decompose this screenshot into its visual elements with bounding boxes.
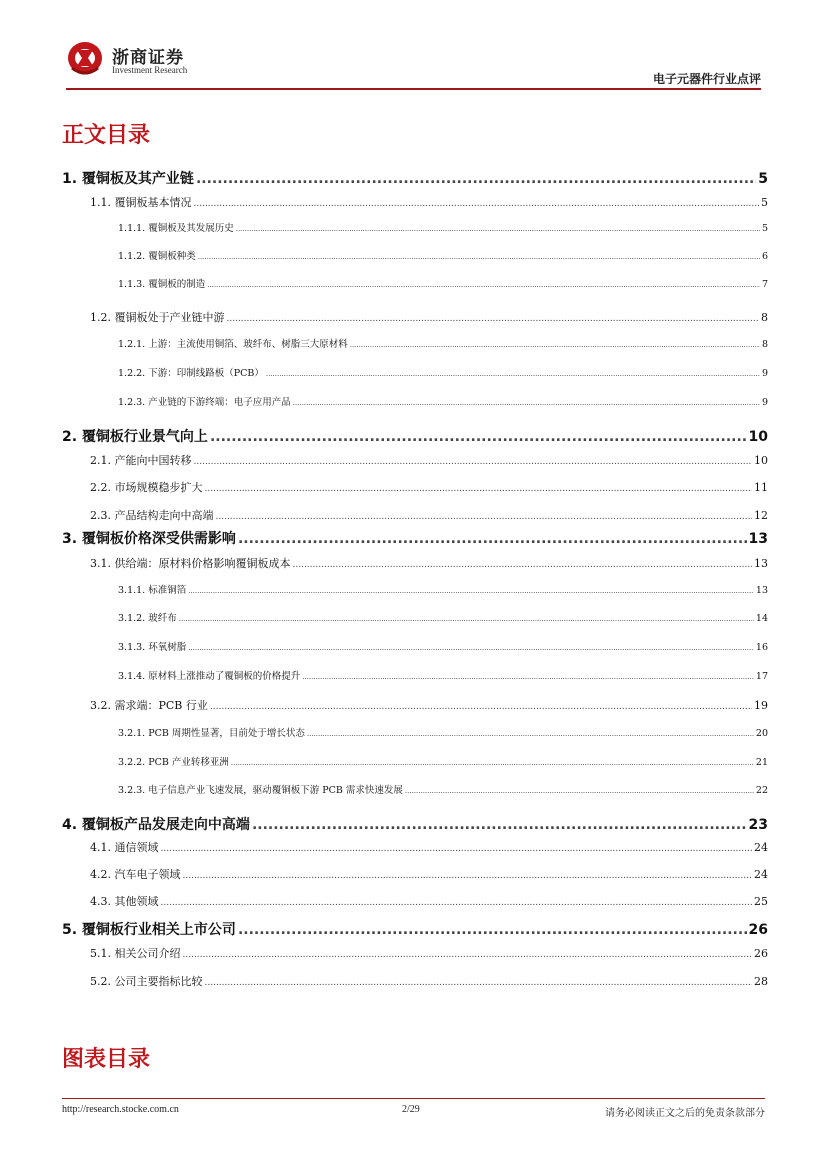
toc-entry-page: 8: [761, 339, 768, 350]
toc-entry-level2[interactable]: [62, 866, 768, 882]
toc-leader-dots: [238, 531, 747, 547]
toc-entry-page: 16: [755, 642, 768, 653]
toc-entry-label: 1. 覆铜板及其产业链: [62, 171, 194, 187]
toc-entry-level2[interactable]: [62, 452, 768, 468]
toc-entry-label: 5. 覆铜板行业相关上市公司: [62, 922, 236, 938]
toc-leader-dots: [405, 787, 754, 795]
toc-entry-label: 1.1.2. 覆铜板种类: [118, 251, 196, 262]
toc-entry-label: 3.2. 需求端：PCB 行业: [90, 699, 208, 712]
toc-entry-page: 23: [748, 817, 768, 833]
toc-entry-level3[interactable]: [62, 220, 768, 234]
toc-entry-level3[interactable]: [62, 365, 768, 379]
toc-entry-level3[interactable]: [62, 248, 768, 262]
toc-leader-dots: [196, 171, 756, 187]
toc-entry-label: 4. 覆铜板产品发展走向中高端: [62, 817, 250, 833]
toc-entry-page: 10: [754, 454, 768, 467]
toc-entry-level2[interactable]: [62, 309, 768, 325]
toc-entry-page: 7: [761, 279, 768, 290]
toc-leader-dots: [207, 281, 760, 289]
toc-entry-label: 1.2.2. 下游：印制线路板（PCB）: [118, 368, 264, 379]
toc-leader-dots: [205, 484, 753, 494]
toc-leader-dots: [238, 922, 747, 938]
toc-entry-label: 3.1.2. 玻纤布: [118, 613, 177, 624]
toc-leader-dots: [188, 644, 754, 652]
toc-leader-dots: [183, 871, 753, 881]
toc-entry-label: 4.2. 汽车电子领域: [90, 868, 181, 881]
toc-entry-label: 3.1.3. 环氧树脂: [118, 642, 187, 653]
toc-entry-level2[interactable]: [62, 697, 768, 713]
toc-entry-label: 2.1. 产能向中国转移: [90, 454, 192, 467]
toc-entry-level2[interactable]: [62, 555, 768, 571]
toc-entry-level1[interactable]: [62, 919, 768, 939]
toc-entry-level1[interactable]: [62, 814, 768, 834]
footer-page-number: 2/29: [402, 1104, 420, 1115]
toc-leader-dots: [194, 199, 760, 209]
toc-entry-label: 4.1. 通信领域: [90, 841, 159, 854]
toc-entry-page: 17: [755, 671, 768, 682]
toc-entry-label: 1.2. 覆铜板处于产业链中游: [90, 311, 225, 324]
toc-leader-dots: [231, 759, 754, 767]
toc-entry-label: 1.1.1. 覆铜板及其发展历史: [118, 223, 234, 234]
toc-entry-page: 14: [755, 613, 768, 624]
toc-entry-level3[interactable]: [62, 725, 768, 739]
toc-entry-page: 11: [754, 481, 768, 494]
toc-entry-label: 3.2.2. PCB 产业转移亚洲: [118, 757, 229, 768]
toc-entry-label: 2.3. 产品结构走向中高端: [90, 509, 214, 522]
toc-heading: 正文目录: [62, 123, 151, 148]
toc-entry-page: 21: [755, 757, 768, 768]
toc-leader-dots: [266, 370, 760, 378]
toc-leader-dots: [216, 512, 753, 522]
toc-entry-page: 24: [754, 841, 768, 854]
footer-divider: [62, 1098, 765, 1099]
toc-entry-page: 13: [748, 531, 768, 547]
toc-entry-label: 1.1.3. 覆铜板的制造: [118, 279, 206, 290]
toc-leader-dots: [293, 399, 760, 407]
toc-entry-label: 4.3. 其他领域: [90, 895, 159, 908]
toc-entry-page: 5: [761, 223, 768, 234]
toc-entry-page: 5: [761, 196, 768, 209]
footer-url-link[interactable]: http://research.stocke.com.cn: [62, 1104, 179, 1115]
toc-entry-level3[interactable]: [62, 610, 768, 624]
toc-entry-label: 3. 覆铜板价格深受供需影响: [62, 531, 236, 547]
toc-entry-label: 2.2. 市场规模稳步扩大: [90, 481, 203, 494]
page-header: [0, 0, 827, 90]
toc-leader-dots: [161, 898, 753, 908]
toc-entry-page: 13: [754, 557, 768, 570]
toc-leader-dots: [183, 950, 753, 960]
toc-entry-page: 10: [748, 429, 768, 445]
toc-leader-dots: [350, 341, 760, 349]
toc-entry-level2[interactable]: [62, 973, 768, 989]
toc-entry-page: 9: [761, 368, 768, 379]
toc-entry-level2[interactable]: [62, 194, 768, 210]
toc-entry-page: 26: [748, 922, 768, 938]
toc-entry-label: 3.2.1. PCB 周期性显著，目前处于增长状态: [118, 728, 305, 739]
toc-entry-level3[interactable]: [62, 336, 768, 350]
toc-entry-level3[interactable]: [62, 782, 768, 796]
figures-heading: 图表目录: [62, 1047, 151, 1072]
toc-leader-dots: [210, 429, 747, 445]
toc-entry-level1[interactable]: [62, 528, 768, 548]
toc-entry-page: 8: [761, 311, 768, 324]
toc-entry-label: 2. 覆铜板行业景气向上: [62, 429, 208, 445]
toc-leader-dots: [252, 817, 747, 833]
toc-leader-dots: [188, 587, 754, 595]
toc-entry-level3[interactable]: [62, 639, 768, 653]
toc-leader-dots: [179, 615, 754, 623]
toc-entry-page: 20: [755, 728, 768, 739]
toc-entry-label: 5.1. 相关公司介绍: [90, 947, 181, 960]
toc-leader-dots: [307, 730, 754, 738]
toc-entry-label: 1.1. 覆铜板基本情况: [90, 196, 192, 209]
toc-entry-label: 1.2.3. 产业链的下游终端：电子应用产品: [118, 397, 291, 408]
toc-entry-label: 3.1. 供给端：原材料价格影响覆铜板成本: [90, 557, 291, 570]
toc-entry-level2[interactable]: [62, 945, 768, 961]
toc-entry-level2[interactable]: [62, 839, 768, 855]
toc-leader-dots: [302, 673, 754, 681]
toc-leader-dots: [161, 844, 753, 854]
toc-entry-label: 5.2. 公司主要指标比较: [90, 975, 203, 988]
toc-entry-level2[interactable]: [62, 479, 768, 495]
toc-entry-page: 13: [755, 585, 768, 596]
toc-leader-dots: [227, 314, 760, 324]
toc-entry-page: 5: [758, 171, 768, 187]
toc-entry-level3[interactable]: [62, 276, 768, 290]
toc-entry-page: 6: [761, 251, 768, 262]
toc-entry-page: 26: [754, 947, 768, 960]
toc-leader-dots: [198, 253, 760, 261]
header-divider: [66, 88, 761, 90]
toc-entry-level3[interactable]: [62, 668, 768, 682]
toc-entry-page: 25: [754, 895, 768, 908]
toc-entry-page: 22: [755, 785, 768, 796]
toc-entry-page: 28: [754, 975, 768, 988]
toc-entry-level1[interactable]: [62, 168, 768, 188]
toc-entry-page: 12: [754, 509, 768, 522]
logo-company-name: 浙商证券: [112, 48, 184, 68]
toc-leader-dots: [293, 560, 753, 570]
toc-entry-label: 1.2.1. 上游：主流使用铜箔、玻纤布、树脂三大原材料: [118, 339, 348, 350]
toc-entry-page: 19: [754, 699, 768, 712]
toc-leader-dots: [194, 457, 753, 467]
toc-entry-label: 3.1.4. 原材料上涨推动了覆铜板的价格提升: [118, 671, 301, 682]
toc-entry-level2[interactable]: [62, 507, 768, 523]
toc-entry-level3[interactable]: [62, 754, 768, 768]
toc-entry-label: 3.2.3. 电子信息产业飞速发展，驱动覆铜板下游 PCB 需求快速发展: [118, 785, 403, 796]
toc-entry-page: 9: [761, 397, 768, 408]
toc-leader-dots: [210, 702, 752, 712]
report-type: 电子元器件行业点评: [652, 72, 761, 86]
toc-entry-level3[interactable]: [62, 394, 768, 408]
toc-entry-page: 24: [754, 868, 768, 881]
toc-entry-label: 3.1.1. 标准铜箔: [118, 585, 187, 596]
toc-entry-level2[interactable]: [62, 893, 768, 909]
toc-entry-level3[interactable]: [62, 582, 768, 596]
toc-leader-dots: [205, 978, 753, 988]
toc-leader-dots: [236, 225, 760, 233]
company-logo-icon: [66, 38, 104, 76]
footer-disclaimer-note: 请务必阅读正文之后的免责条款部分: [605, 1108, 765, 1119]
toc-entry-level1[interactable]: [62, 426, 768, 446]
logo-tagline: Investment Research: [112, 65, 188, 75]
